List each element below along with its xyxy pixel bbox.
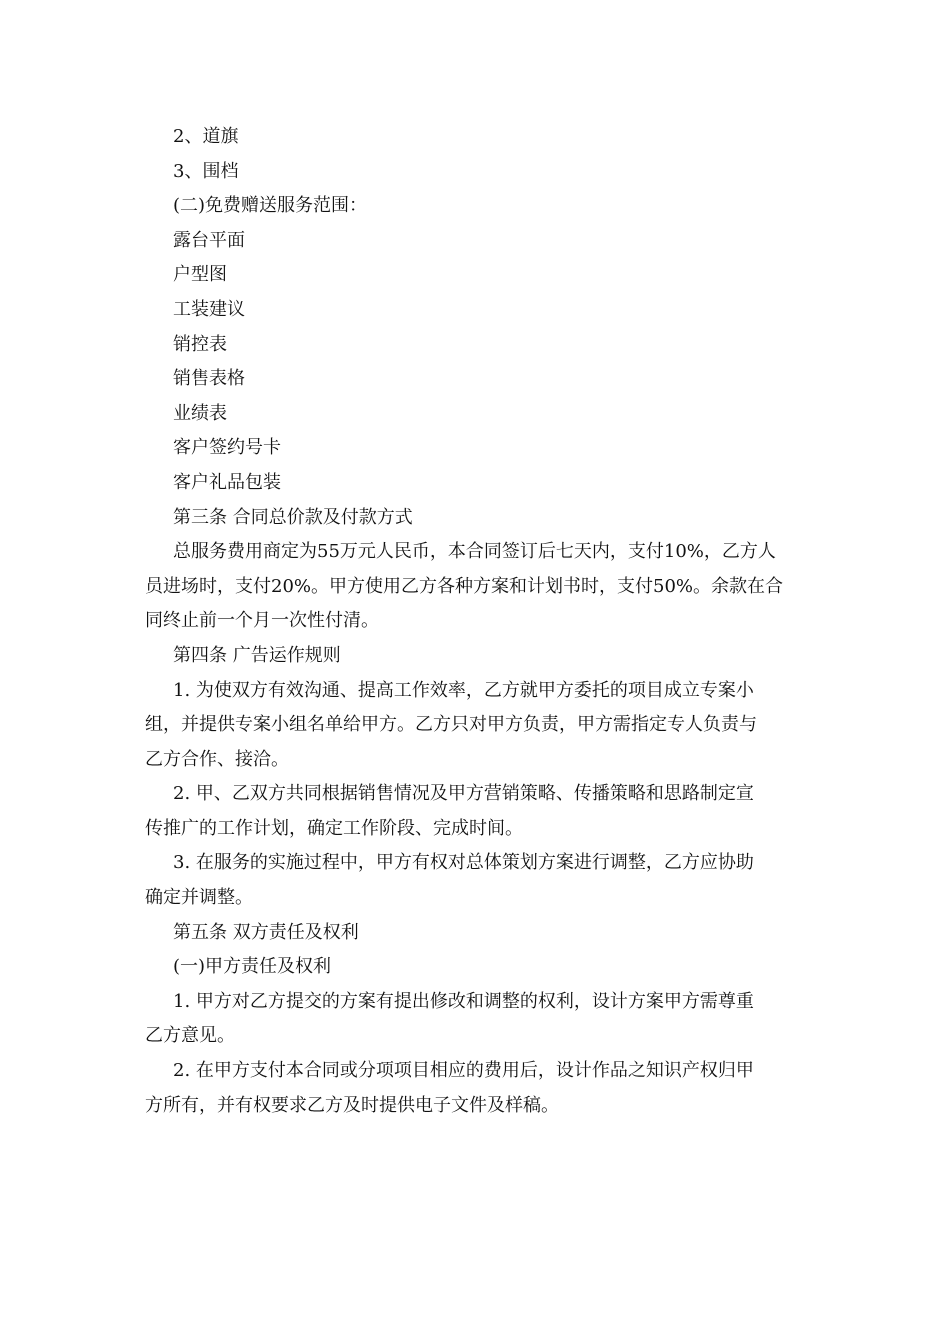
text-line: 销售表格 xyxy=(173,368,245,390)
text-line: 业绩表 xyxy=(173,402,227,424)
text-line: 1. 为使双方有效沟通、提高工作效率，乙方就甲方委托的项目成立专案小 xyxy=(173,679,754,701)
text-line: 总服务费用商定为55万元人民币，本合同签订后七天内，支付10%，乙方人 xyxy=(173,541,776,563)
text-line: 客户礼品包装 xyxy=(173,471,281,493)
text-line: 3、围档 xyxy=(173,160,239,182)
text-line: (二)免费赠送服务范围： xyxy=(173,195,368,217)
text-line: 销控表 xyxy=(173,333,227,355)
text-line: 露台平面 xyxy=(173,229,245,251)
text-line: 1. 甲方对乙方提交的方案有提出修改和调整的权利，设计方案甲方需尊重 xyxy=(173,990,754,1012)
text-line: 2. 在甲方支付本合同或分项项目相应的费用后，设计作品之知识产权归甲 xyxy=(173,1060,754,1082)
text-line: 传推广的工作计划，确定工作阶段、完成时间。 xyxy=(145,817,523,839)
text-line: 员进场时，支付20%。甲方使用乙方各种方案和计划书时，支付50%。余款在合 xyxy=(145,575,784,597)
text-line: 第三条 合同总价款及付款方式 xyxy=(173,506,413,528)
text-line: 客户签约号卡 xyxy=(173,437,281,459)
text-line: 确定并调整。 xyxy=(145,887,253,909)
text-line: 乙方意见。 xyxy=(145,1025,235,1047)
text-line: 2. 甲、乙双方共同根据销售情况及甲方营销策略、传播策略和思路制定宣 xyxy=(173,783,754,805)
text-line: 3. 在服务的实施过程中，甲方有权对总体策划方案进行调整，乙方应协助 xyxy=(173,852,754,874)
text-line: 2、道旗 xyxy=(173,126,239,147)
text-line: 同终止前一个月一次性付清。 xyxy=(145,610,379,632)
document-body xyxy=(145,120,805,1123)
text-line: 方所有，并有权要求乙方及时提供电子文件及样稿。 xyxy=(145,1094,559,1116)
text-line: 第四条 广告运作规则 xyxy=(173,644,341,666)
text-line: 第五条 双方责任及权利 xyxy=(173,921,359,943)
text-line: 户型图 xyxy=(173,264,227,286)
text-line: 乙方合作、接洽。 xyxy=(145,748,289,770)
text-line: (一)甲方责任及权利 xyxy=(173,956,332,978)
text-line: 工装建议 xyxy=(173,298,245,320)
text-line: 组，并提供专案小组名单给甲方。乙方只对甲方负责，甲方需指定专人负责与 xyxy=(145,714,757,736)
